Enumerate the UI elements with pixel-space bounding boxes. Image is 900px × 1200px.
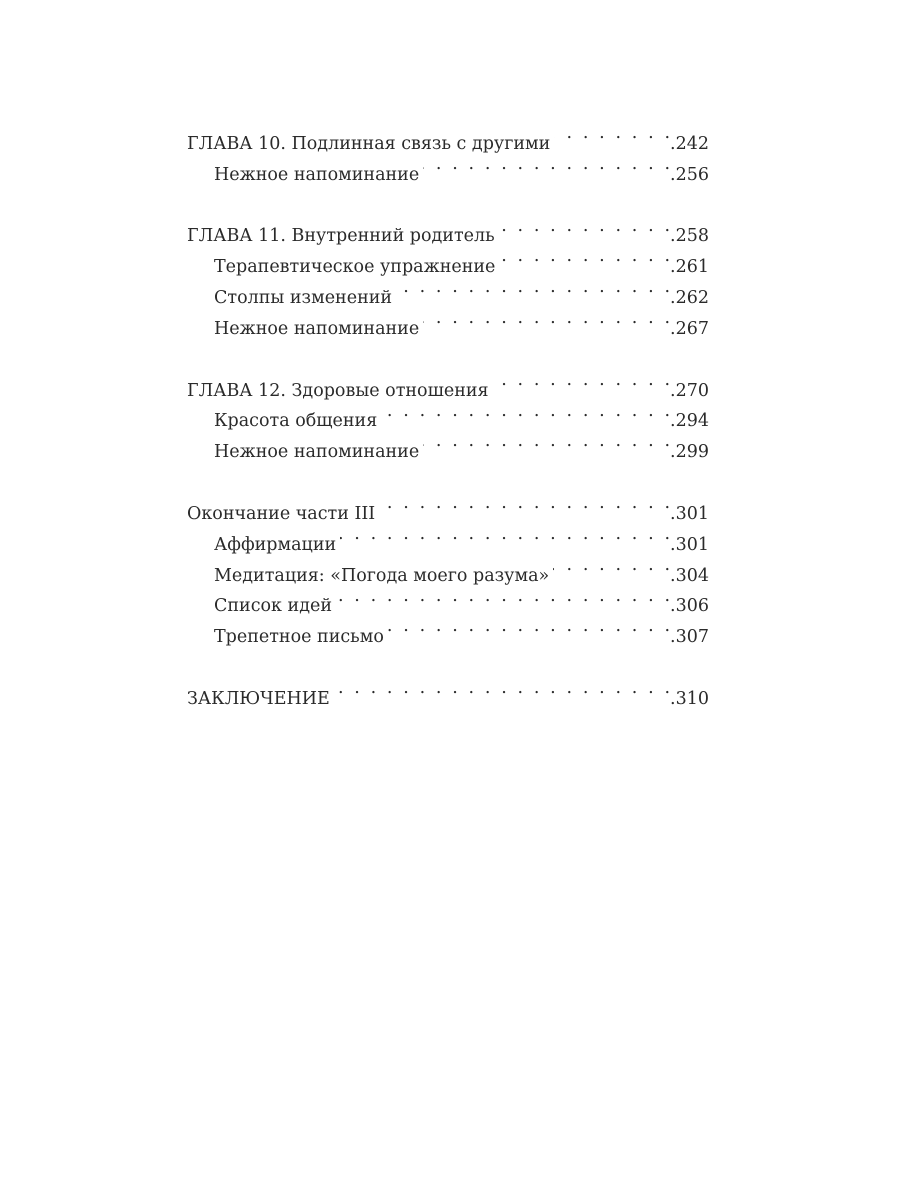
toc-entry-title: Трепетное письмо	[214, 627, 384, 648]
toc-entry[interactable]	[187, 365, 709, 401]
toc-entry[interactable]	[187, 211, 709, 247]
table-of-contents	[187, 118, 709, 709]
dot-leader	[423, 149, 670, 180]
toc-entry-title: Нежное напоминание	[214, 164, 420, 185]
toc-entry-title: Красота общения	[214, 411, 378, 432]
toc-entry-page: .306	[670, 596, 709, 617]
dot-leader	[553, 550, 670, 581]
toc-entry[interactable]	[187, 118, 709, 154]
dot-leader	[499, 211, 670, 242]
toc-entry-page: .307	[670, 627, 709, 648]
dot-leader	[336, 581, 670, 612]
toc-entry-title: Нежное напоминание	[214, 318, 420, 339]
toc-entry-title: ГЛАВА 11. Внутренний родитель	[187, 226, 495, 247]
dot-leader	[423, 426, 670, 457]
toc-entry-page: .262	[670, 287, 709, 308]
toc-entry-title: ГЛАВА 10. Подлинная связь с другими	[187, 133, 551, 154]
toc-entry-page: .256	[670, 164, 709, 185]
toc-entry[interactable]	[187, 488, 709, 524]
toc-group-chapter-12	[187, 365, 709, 463]
toc-entry-page: .270	[670, 380, 709, 401]
toc-group-part-end	[187, 488, 709, 648]
dot-leader	[499, 241, 670, 272]
toc-entry-page: .299	[670, 442, 709, 463]
toc-entry-title: Окончание части III	[187, 503, 376, 524]
toc-entry-page: .301	[670, 534, 709, 555]
dot-leader	[493, 365, 670, 396]
toc-entry-page: .304	[670, 565, 709, 586]
dot-leader	[388, 611, 670, 642]
toc-entry-title: ЗАКЛЮЧЕНИЕ	[187, 688, 330, 709]
toc-group-conclusion	[187, 673, 709, 709]
toc-entry-title: Нежное напоминание	[214, 442, 420, 463]
dot-leader	[379, 488, 670, 519]
dot-leader	[554, 118, 670, 149]
toc-entry-page: .301	[670, 503, 709, 524]
toc-entry-title: Терапевтическое упражнение	[214, 257, 496, 278]
toc-entry-title: ГЛАВА 12. Здоровые отношения	[187, 380, 489, 401]
toc-entry-page: .258	[670, 226, 709, 247]
toc-entry-title: Столпы изменений	[214, 287, 393, 308]
toc-group-chapter-11	[187, 211, 709, 339]
toc-entry-page: .310	[670, 688, 709, 709]
toc-entry-title: Список идей	[214, 596, 333, 617]
toc-entry-page: .242	[670, 133, 709, 154]
dot-leader	[334, 673, 670, 704]
toc-entry-page: .267	[670, 318, 709, 339]
toc-entry[interactable]	[187, 673, 709, 709]
dot-leader	[381, 396, 670, 427]
toc-group-chapter-10	[187, 118, 709, 185]
toc-entry-page: .294	[670, 411, 709, 432]
toc-entry-title: Аффирмации	[214, 534, 337, 555]
toc-entry-page: .261	[670, 257, 709, 278]
dot-leader	[340, 519, 670, 550]
dot-leader	[396, 272, 670, 303]
dot-leader	[423, 303, 670, 334]
toc-entry-title: Медитация: «Погода моего разума»	[214, 565, 550, 586]
